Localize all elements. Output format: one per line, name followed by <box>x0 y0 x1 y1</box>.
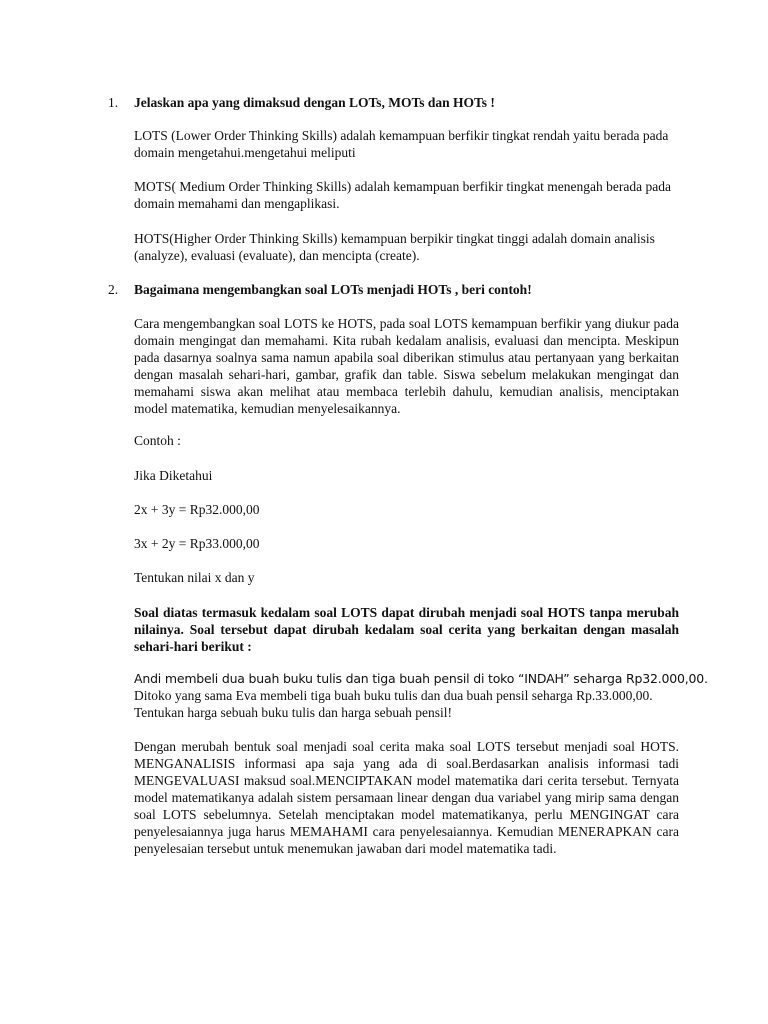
conclusion-paragraph: Dengan merubah bentuk soal menjadi soal cerita maka soal LOTS tersebut menjadi soal HOTS. MENGANALISIS informasi apa saja yang ada di soal.Berdasarkan analisis informasi tadi MENGEVALUASI maksud soal.MENCIPTAKAN model matematika dari cerita tersebut. Ternyata model matematikanya adalah sistem persamaan linear dengan dua variabel yang mirip sama dengan soal LOTS sebelumnya. Setelah menciptakan model matematikanya, perlu MENGINGAT cara penyelesaiannya juga harus MEMAHAMI cara penyelesaiannya. Kemudian MENERAPKAN cara penyelesaian tersebut untuk menemukan jawaban dari model matematika tadi. <box>134 739 679 856</box>
equation-1: 2x + 3y = Rp32.000,00 <box>134 502 260 517</box>
question-number: 2. <box>108 282 119 297</box>
contoh-label: Contoh : <box>134 433 181 448</box>
answer-mots: MOTS( Medium Order Thinking Skills) adalah kemampuan berfikir tingkat menengah berada pada domain memahami dan mengaplikasi. <box>134 179 671 211</box>
story-line-3: Tentukan harga sebuah buku tulis dan harga sebuah pensil! <box>134 705 452 720</box>
diketahui-label: Jika Diketahui <box>134 468 213 483</box>
bold-statement: Soal diatas termasuk kedalam soal LOTS dapat dirubah menjadi soal HOTS tanpa merubah nilainya. Soal tersebut dapat dirubah kedalam soal cerita yang berkaitan dengan masalah sehari-hari berikut : <box>134 605 679 654</box>
answer-intro: Cara mengembangkan soal LOTS ke HOTS, pada soal LOTS kemampuan berfikir yang diukur pada domain mengingat dan memahami. Kita rubah kedalam analisis, evaluasi dan mencipta. Meskipun pada dasarnya soalnya sama namun apabila soal diberikan stimulus atau pertanyaan yang berkaitan dengan masalah sehari-hari, gambar, grafik dan table. Siswa sebelum melakukan mengingat dan memahami siswa akan melihat atau membaca terlebih dahulu, kemudian analisis, menciptakan model matematika, kemudian menyelesaikannya. <box>134 316 679 416</box>
answer-lots: LOTS (Lower Order Thinking Skills) adalah kemampuan berfikir tingkat rendah yaitu berada pada domain mengetahui.mengetahui meliputi <box>134 128 669 160</box>
question-number: 1. <box>108 95 119 110</box>
story-line-2: Ditoko yang sama Eva membeli tiga buah buku tulis dan dua buah pensil seharga Rp.33.000,00. <box>134 688 653 703</box>
equation-2: 3x + 2y = Rp33.000,00 <box>134 536 260 551</box>
story-line-1: Andi membeli dua buah buku tulis dan tiga buah pensil di toko “INDAH” seharga Rp32.000,00. <box>134 671 708 686</box>
question-text: Bagaimana mengembangkan soal LOTs menjadi HOTs , beri contoh! <box>134 282 532 297</box>
question-text: Jelaskan apa yang dimaksud dengan LOTs, MOTs dan HOTs ! <box>134 95 495 110</box>
tentukan-text: Tentukan nilai x dan y <box>134 570 255 585</box>
answer-hots: HOTS(Higher Order Thinking Skills) kemampuan berpikir tingkat tinggi adalah domain analisis (analyze), evaluasi (evaluate), dan mencipta (create). <box>134 231 655 263</box>
